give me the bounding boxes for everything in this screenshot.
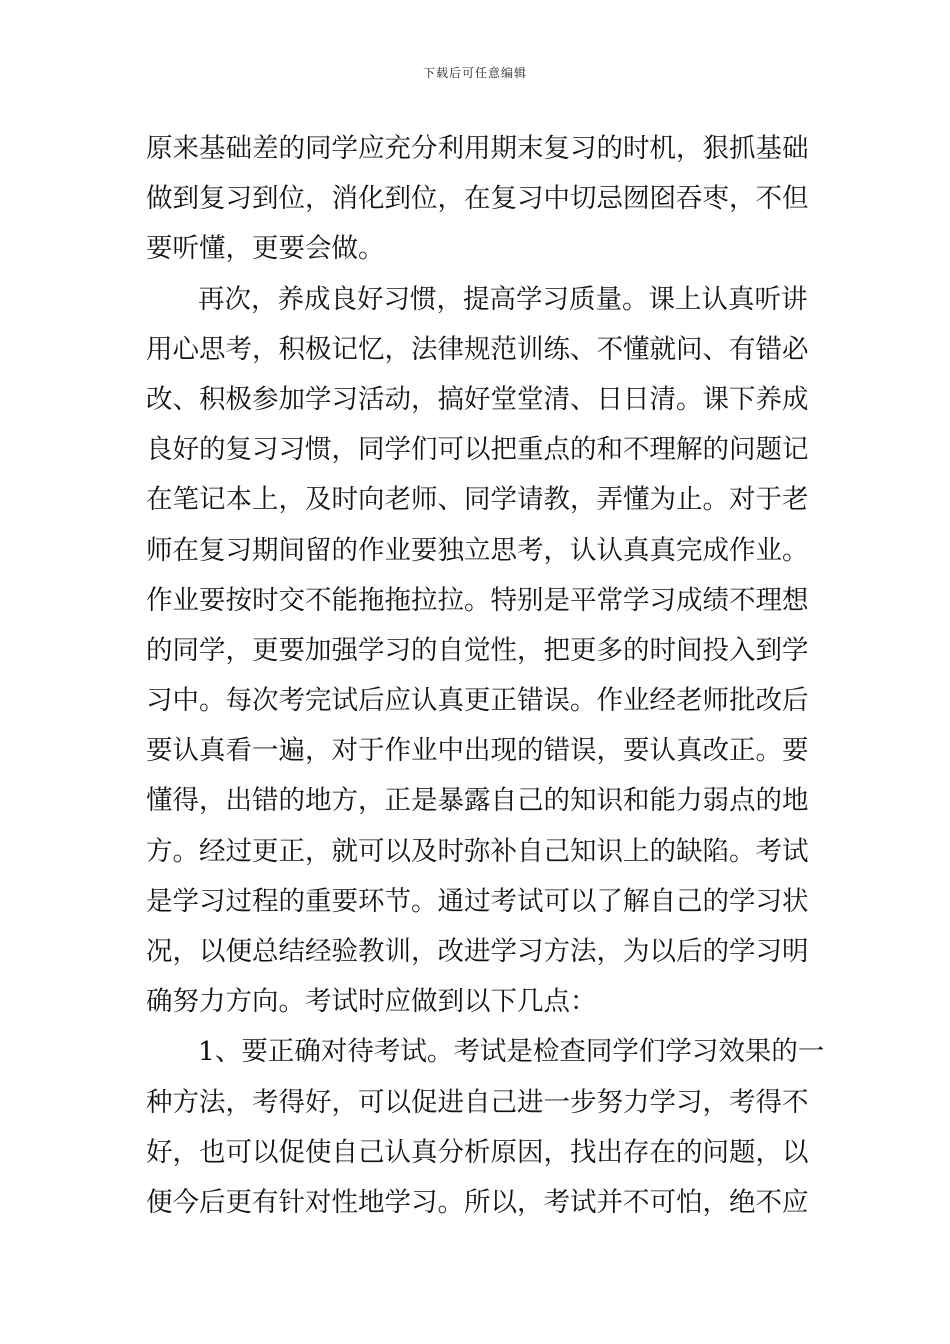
text-line: 的同学，更要加强学习的自觉性，把更多的时间投入到学 bbox=[146, 634, 809, 666]
text-line: 习中。每次考完试后应认真更正错误。作业经老师批改后 bbox=[146, 685, 809, 717]
text-line: 在笔记本上，及时向老师、同学请教，弄懂为止。对于老 bbox=[146, 484, 809, 516]
text-line: 再次，养成良好习惯，提高学习质量。课上认真听讲 bbox=[198, 283, 808, 315]
text-line: 作业要按时交不能拖拖拉拉。特别是平常学习成绩不理想 bbox=[146, 584, 809, 616]
text-line: 确努力方向。考试时应做到以下几点： bbox=[146, 986, 597, 1018]
text-line: 是学习过程的重要环节。通过考试可以了解自己的学习状 bbox=[146, 885, 809, 917]
page-header: 下载后可任意编辑 bbox=[422, 66, 527, 80]
text-line: 懂得，出错的地方，正是暴露自己的知识和能力弱点的地 bbox=[146, 785, 809, 817]
text-line: 做到复习到位，消化到位，在复习中切忌囫囵吞枣，不但 bbox=[146, 183, 809, 215]
text-line: 便今后更有针对性地学习。所以，考试并不可怕，绝不应 bbox=[146, 1186, 809, 1218]
text-line: 好，也可以促使自己认真分析原因，找出存在的问题，以 bbox=[146, 1136, 809, 1168]
text-line: 用心思考，积极记忆，法律规范训练、不懂就问、有错必 bbox=[146, 333, 809, 365]
document-body bbox=[146, 124, 825, 1228]
text-line: 种方法，考得好，可以促进自己进一步努力学习，考得不 bbox=[146, 1086, 809, 1118]
text-line: 要听懂，更要会做。 bbox=[146, 233, 385, 265]
text-line: 改、积极参加学习活动，搞好堂堂清、日日清。课下养成 bbox=[146, 383, 809, 415]
text-line: 况，以便总结经验教训，改进学习方法，为以后的学习明 bbox=[146, 936, 809, 967]
text-line: 要认真看一遍，对于作业中出现的错误，要认真改正。要 bbox=[146, 735, 809, 767]
text-line: 师在复习期间留的作业要独立思考，认认真真完成作业。 bbox=[146, 534, 809, 566]
text-line: 方。经过更正，就可以及时弥补自己知识上的缺陷。考试 bbox=[146, 835, 809, 867]
text-line: 原来基础差的同学应充分利用期末复习的时机，狠抓基础 bbox=[146, 133, 809, 164]
text-line: 良好的复习习惯，同学们可以把重点的和不理解的问题记 bbox=[146, 434, 809, 466]
text-line: 1、要正确对待考试。考试是检查同学们学习效果的一 bbox=[198, 1036, 825, 1068]
